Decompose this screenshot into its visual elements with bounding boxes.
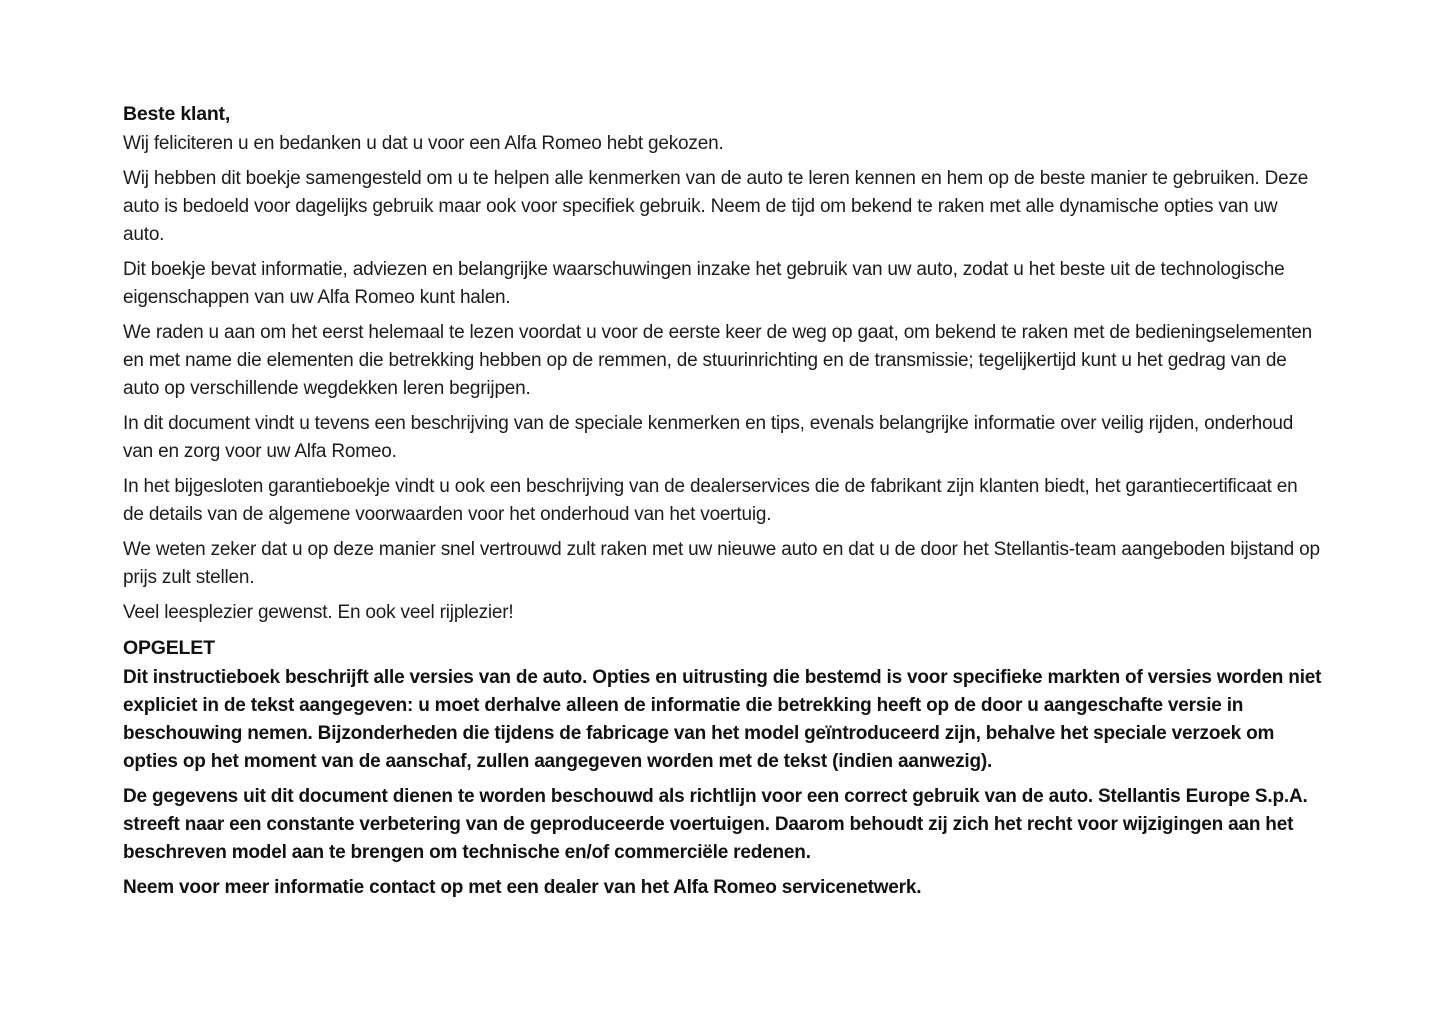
paragraph-warranty-booklet: In het bijgesloten garantieboekje vindt u ook een beschrijving van de dealerservices die de fabrikant zijn klanten biedt, het garantiecertificaat en de details van de algemene voorwaarden voor het onderhoud van het voertuig. xyxy=(123,476,1298,525)
warning-heading: OPGELET xyxy=(123,637,215,659)
paragraph-booklet-content: Dit boekje bevat informatie, adviezen en belangrijke waarschuwingen inzake het gebruik van uw auto, zodat u het beste uit de technologische eigenschappen van uw Alfa Romeo kunt halen. xyxy=(123,259,1285,308)
warning-paragraph-dealer-contact: Neem voor meer informatie contact op met een dealer van het Alfa Romeo servicenetwerk. xyxy=(123,877,922,898)
paragraph-read-first: We raden u aan om het eerst helemaal te lezen voordat u voor de eerste keer de weg op gaat, om bekend te raken met de bedieningselementen en met name die elementen die betrekking hebben op de remmen, de stuurinrichting en de transmissie; tegelijkertijd kunt u het gedrag van de auto op verschillende wegdekken leren begrijpen. xyxy=(123,322,1313,399)
warning-paragraph-guideline: De gegevens uit dit document dienen te worden beschouwd als richtlijn voor een correct gebruik van de auto. Stellantis Europe S.p.A. streeft naar een constante verbetering van de geproduceerde voertuigen. Daarom behoudt zij zich het recht voor wijzigingen aan het beschreven model aan te brengen om technische en/of commerciële redenen. xyxy=(123,786,1308,863)
paragraph-reading-pleasure: Veel leesplezier gewenst. En ook veel rijplezier! xyxy=(123,602,514,623)
warning-paragraph-versions: Dit instructieboek beschrijft alle versies van de auto. Opties en uitrusting die bestemd is voor specifieke markten of versies worden niet expliciet in de tekst aangegeven: u moet derhalve alleen de informatie die betrekking heeft op de door u aangeschafte versie in beschouwing nemen. Bijzonderheden die tijdens de fabricage van het model geïntroduceerd zijn, behalve het speciale verzoek om opties op het moment van de aanschaf, zullen aangegeven worden met de tekst (indien aanwezig). xyxy=(123,667,1322,772)
paragraph-stellantis-support: We weten zeker dat u op deze manier snel vertrouwd zult raken met uw nieuwe auto en dat u de door het Stellantis-team aangeboden bijstand op prijs zult stellen. xyxy=(123,539,1320,588)
manual-intro-page xyxy=(123,100,1323,909)
paragraph-booklet-purpose: Wij hebben dit boekje samengesteld om u te helpen alle kenmerken van de auto te leren kennen en hem op de beste manier te gebruiken. Deze auto is bedoeld voor dagelijks gebruik maar ook voor specifiek gebruik. Neem de tijd om bekend te raken met alle dynamische opties van uw auto. xyxy=(123,168,1309,245)
paragraph-special-features: In dit document vindt u tevens een beschrijving van de speciale kenmerken en tips, evenals belangrijke informatie over veilig rijden, onderhoud van en zorg voor uw Alfa Romeo. xyxy=(123,413,1294,462)
paragraph-congratulations: Wij feliciteren u en bedanken u dat u voor een Alfa Romeo hebt gekozen. xyxy=(123,133,724,154)
greeting-heading: Beste klant, xyxy=(123,103,231,125)
